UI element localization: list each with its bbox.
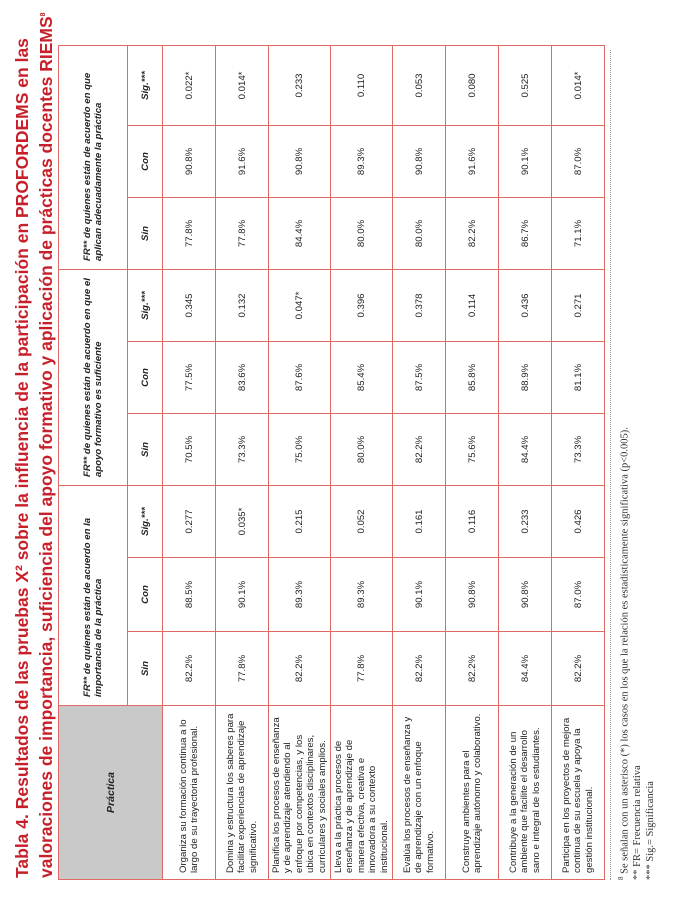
value-cell: 89.3% bbox=[331, 558, 393, 632]
value-cell: 77.5% bbox=[163, 341, 216, 413]
practice-cell: Participa en los proyectos de mejora continua de su escuela y apoya la gestión institucional. bbox=[552, 706, 605, 880]
value-cell: 0.277 bbox=[163, 485, 216, 557]
value-cell: 0.014* bbox=[552, 45, 605, 125]
value-cell: 82.2% bbox=[446, 197, 499, 269]
results-table-wrapper bbox=[58, 45, 605, 880]
subheader-con: Con bbox=[128, 341, 163, 413]
value-cell: 77.8% bbox=[216, 632, 269, 706]
table-row bbox=[393, 45, 446, 879]
value-cell: 89.3% bbox=[331, 125, 393, 197]
value-cell: 0.116 bbox=[446, 485, 499, 557]
table-row bbox=[269, 45, 331, 879]
value-cell: 90.8% bbox=[446, 558, 499, 632]
value-cell: 84.4% bbox=[499, 413, 552, 485]
value-cell: 82.2% bbox=[446, 632, 499, 706]
value-cell: 0.114 bbox=[446, 269, 499, 341]
table-title bbox=[12, 12, 57, 878]
group-header-application: FR** de quienes están de acuerdo en que aplican adecuadamente la práctica bbox=[59, 45, 128, 269]
subheader-con: Con bbox=[128, 125, 163, 197]
value-cell: 0.436 bbox=[499, 269, 552, 341]
value-cell: 0.233 bbox=[499, 485, 552, 557]
value-cell: 90.1% bbox=[499, 125, 552, 197]
practice-cell: Domina y estructura los saberes para facilitar experiencias de aprendizaje significativo. bbox=[216, 706, 269, 880]
subheader-con: Con bbox=[128, 558, 163, 632]
value-cell: 83.6% bbox=[216, 341, 269, 413]
value-cell: 75.0% bbox=[269, 413, 331, 485]
value-cell: 0.161 bbox=[393, 485, 446, 557]
value-cell: 0.345 bbox=[163, 269, 216, 341]
subheader-sin: Sin bbox=[128, 413, 163, 485]
value-cell: 90.8% bbox=[393, 125, 446, 197]
group-header-support: FR** de quienes están de acuerdo en que el apoyo formativo es suficiente bbox=[59, 269, 128, 485]
value-cell: 0.052 bbox=[331, 485, 393, 557]
footnote-2: ** FR= Frecuencia relativa bbox=[632, 765, 643, 880]
value-cell: 87.0% bbox=[552, 125, 605, 197]
practice-header: Práctica bbox=[59, 706, 163, 880]
value-cell: 70.5% bbox=[163, 413, 216, 485]
practice-cell: Lleva a la práctica procesos de enseñanza y de aprendizaje de manera efectiva, creativa e innovadora a su contexto institucional. bbox=[331, 706, 393, 880]
value-cell: 0.271 bbox=[552, 269, 605, 341]
table-row bbox=[552, 45, 605, 879]
value-cell: 0.035* bbox=[216, 485, 269, 557]
subheader-sin: Sin bbox=[128, 632, 163, 706]
subheader-sin: Sin bbox=[128, 197, 163, 269]
value-cell: 90.1% bbox=[393, 558, 446, 632]
title-line-1: Tabla 4. Resultados de las pruebas X² sobre la influencia de la participación en PROFORDEMS en las bbox=[12, 38, 32, 878]
value-cell: 85.4% bbox=[331, 341, 393, 413]
subheader-sig: Sig.*** bbox=[128, 269, 163, 341]
results-table bbox=[58, 45, 605, 880]
value-cell: 71.1% bbox=[552, 197, 605, 269]
footnotes bbox=[610, 40, 657, 880]
title-footnote-mark: 8 bbox=[40, 12, 47, 17]
table-row bbox=[446, 45, 499, 879]
value-cell: 75.6% bbox=[446, 413, 499, 485]
value-cell: 77.8% bbox=[163, 197, 216, 269]
value-cell: 82.2% bbox=[269, 632, 331, 706]
value-cell: 73.3% bbox=[552, 413, 605, 485]
practice-cell: Planifica los procesos de enseñanza y de aprendizaje atendiendo al enfoque por competencias, y los ubica en contextos disciplinares, curriculares y sociales amplios. bbox=[269, 706, 331, 880]
value-cell: 87.6% bbox=[269, 341, 331, 413]
value-cell: 81.1% bbox=[552, 341, 605, 413]
value-cell: 88.9% bbox=[499, 341, 552, 413]
value-cell: 82.2% bbox=[552, 632, 605, 706]
value-cell: 84.4% bbox=[499, 632, 552, 706]
table-row bbox=[499, 45, 552, 879]
value-cell: 82.2% bbox=[163, 632, 216, 706]
value-cell: 82.2% bbox=[393, 632, 446, 706]
table-row bbox=[331, 45, 393, 879]
value-cell: 90.1% bbox=[216, 558, 269, 632]
subheader-sig: Sig.*** bbox=[128, 485, 163, 557]
value-cell: 77.8% bbox=[331, 632, 393, 706]
value-cell: 0.053 bbox=[393, 45, 446, 125]
value-cell: 0.080 bbox=[446, 45, 499, 125]
value-cell: 0.396 bbox=[331, 269, 393, 341]
value-cell: 0.047* bbox=[269, 269, 331, 341]
footnote-divider bbox=[610, 50, 611, 880]
value-cell: 86.7% bbox=[499, 197, 552, 269]
value-cell: 88.5% bbox=[163, 558, 216, 632]
practice-cell: Evalúa los procesos de enseñanza y de aprendizaje con un enfoque formativo. bbox=[393, 706, 446, 880]
value-cell: 0.233 bbox=[269, 45, 331, 125]
footnote-1-text: Se señalan con un asterisco (*) los casos en los que la relación es estadísticamente significativa (p<0.005). bbox=[619, 427, 631, 874]
value-cell: 0.378 bbox=[393, 269, 446, 341]
value-cell: 80.0% bbox=[331, 413, 393, 485]
practice-cell: Organiza su formación continua a lo largo de su trayectoria profesional. bbox=[163, 706, 216, 880]
value-cell: 0.014* bbox=[216, 45, 269, 125]
value-cell: 90.8% bbox=[499, 558, 552, 632]
value-cell: 73.3% bbox=[216, 413, 269, 485]
value-cell: 91.6% bbox=[216, 125, 269, 197]
value-cell: 82.2% bbox=[393, 413, 446, 485]
footnote-1 bbox=[615, 40, 632, 880]
group-header-importance: FR** de quienes están de acuerdo en la importancia de la práctica bbox=[59, 485, 128, 705]
value-cell: 77.8% bbox=[216, 197, 269, 269]
value-cell: 0.426 bbox=[552, 485, 605, 557]
value-cell: 90.8% bbox=[269, 125, 331, 197]
footnote-1-mark: 8 bbox=[617, 876, 625, 880]
value-cell: 0.525 bbox=[499, 45, 552, 125]
subheader-sig: Sig.*** bbox=[128, 45, 163, 125]
title-line-2: valoraciones de importancia, suficiencia del apoyo formativo y aplicación de prácticas docentes RIEMS$^8$ bbox=[35, 12, 56, 878]
practice-cell: Contribuye a la generación de un ambiente que facilite el desarrollo sano e integral de los estudiantes. bbox=[499, 706, 552, 880]
practice-cell: Construye ambientes para el aprendizaje autónomo y colaborativo. bbox=[446, 706, 499, 880]
value-cell: 85.8% bbox=[446, 341, 499, 413]
value-cell: 80.0% bbox=[393, 197, 446, 269]
table-row bbox=[216, 45, 269, 879]
footnote-3: *** Sig.= Significancia bbox=[644, 781, 656, 880]
value-cell: 87.5% bbox=[393, 341, 446, 413]
value-cell: 0.132 bbox=[216, 269, 269, 341]
value-cell: 91.6% bbox=[446, 125, 499, 197]
value-cell: 90.8% bbox=[163, 125, 216, 197]
value-cell: 0.215 bbox=[269, 485, 331, 557]
value-cell: 89.3% bbox=[269, 558, 331, 632]
value-cell: 87.0% bbox=[552, 558, 605, 632]
table-row bbox=[163, 45, 216, 879]
value-cell: 0.110 bbox=[331, 45, 393, 125]
table-body bbox=[163, 45, 605, 879]
value-cell: 84.4% bbox=[269, 197, 331, 269]
value-cell: 80.0% bbox=[331, 197, 393, 269]
value-cell: 0.022* bbox=[163, 45, 216, 125]
